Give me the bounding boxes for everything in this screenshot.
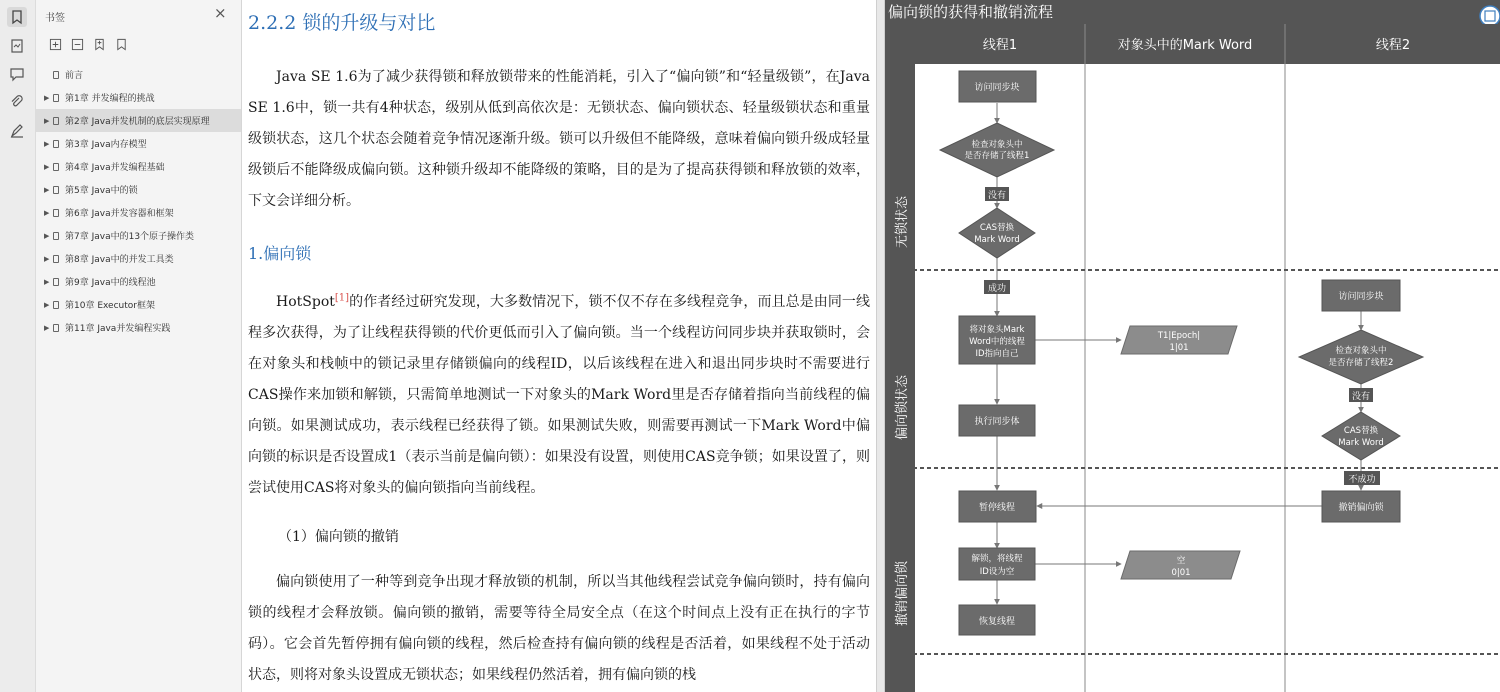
paragraph-body: 的作者经过研究发现，大多数情况下，锁不仅不存在多线程竞争，而且总是由同一线程多次获得，为了让线程获得锁的代价更低而引入了偏向锁。当一个线程访问同步块并获取锁时，会在对象头和栈帧中的锁记录里存储锁偏向的线程ID，以后该线程在进入和退出同步块时不需要进行CAS操作来加锁和解锁，只需简单地测试一下对象头的Mark Word里是否存储着指向当前线程的偏向锁。如果测试成功，表示线程已经获得了锁。如果测试失败，则需要再测试一下Mark Word中偏向锁的标识是否设置成1（表示当前是偏向锁）：如果没有设置，则使用CAS竞争锁；如果设置了，则尝试使用CAS将对象头的偏向锁指向当前线程。	[248, 294, 870, 496]
bookmark-item[interactable]	[36, 86, 241, 109]
expand-arrow-icon[interactable]: ▶	[44, 254, 50, 263]
box-text: 空	[1176, 556, 1186, 566]
box-text: 是否存储了线程1	[964, 151, 1030, 161]
expand-arrow-icon[interactable]: ▶	[44, 277, 50, 286]
page-icon	[53, 140, 59, 148]
bookmark-label: 第3章 Java内存模型	[65, 140, 147, 150]
comment-icon[interactable]	[7, 64, 27, 84]
page-icon	[53, 163, 59, 171]
bookmark-item[interactable]	[36, 316, 241, 339]
bookmark-panel	[36, 0, 242, 692]
signature-icon[interactable]	[7, 121, 27, 141]
bookmark-item[interactable]	[36, 155, 241, 178]
box-text: CAS替换	[979, 223, 1015, 233]
box-text: 1|01	[1169, 343, 1189, 353]
bookmark-label: 第8章 Java中的并发工具类	[65, 255, 174, 265]
page-icon	[53, 278, 59, 286]
page-icon	[53, 209, 59, 217]
bookmark-item-selected[interactable]	[36, 109, 241, 132]
box-text: 执行同步体	[974, 417, 1020, 427]
document-page	[242, 0, 876, 692]
bookmark-list	[36, 63, 241, 339]
label-text: 成功	[987, 284, 1007, 294]
label-text: 没有	[987, 191, 1007, 201]
expand-arrow-icon[interactable]: ▶	[44, 323, 50, 332]
page-icon	[53, 232, 59, 240]
flow-box-pause-thread	[959, 491, 1036, 522]
flow-label-t2-no	[1349, 388, 1373, 402]
column-header-thread2: 线程2	[1375, 38, 1411, 53]
lane-label-unlocked: 无锁状态	[895, 195, 910, 248]
box-text: 访问同步块	[974, 83, 1020, 93]
hotspot-text: HotSpot	[276, 294, 335, 310]
bookmark-item[interactable]	[36, 63, 241, 86]
box-text: 是否存储了线程2	[1328, 358, 1394, 368]
expand-arrow-icon[interactable]: ▶	[44, 208, 50, 217]
expand-all-icon[interactable]	[48, 37, 62, 51]
bookmark-actions	[48, 37, 128, 51]
subsubsection-heading: （1）偏向锁的撤销	[278, 529, 399, 545]
column-header-thread1: 线程1	[982, 38, 1018, 53]
section-heading: 2.2.2 锁的升级与对比	[248, 12, 436, 34]
bookmark-label: 前言	[65, 71, 84, 81]
close-icon[interactable]: ×	[214, 4, 227, 22]
page-icon	[53, 94, 59, 102]
add-bookmark-icon[interactable]	[92, 37, 106, 51]
left-toolbar	[0, 0, 36, 692]
page-icon	[53, 71, 59, 79]
paragraph-biased-lock	[248, 287, 870, 504]
flowchart-figure	[885, 0, 1500, 692]
flow-box-execute	[959, 405, 1035, 436]
box-text: 恢复线程	[978, 617, 1016, 627]
thumbnail-icon[interactable]	[7, 36, 27, 56]
lane-label-biased: 偏向锁状态	[895, 374, 910, 440]
expand-arrow-icon[interactable]: ▶	[44, 162, 50, 171]
bookmark-item[interactable]	[36, 201, 241, 224]
flow-markword-empty	[1121, 551, 1240, 579]
expand-arrow-icon[interactable]: ▶	[44, 231, 50, 240]
bookmark-options-icon[interactable]	[114, 37, 128, 51]
bookmark-item[interactable]	[36, 293, 241, 316]
attachment-icon[interactable]	[7, 92, 27, 112]
label-text: 没有	[1351, 392, 1371, 402]
page-icon	[53, 324, 59, 332]
box-text: 检查对象头中	[971, 140, 1023, 150]
bookmark-item[interactable]	[36, 270, 241, 293]
box-text: 访问同步块	[1338, 292, 1384, 302]
bookmark-label: 第4章 Java并发编程基础	[65, 163, 165, 173]
box-text: 撤销偏向锁	[1338, 503, 1384, 513]
bookmark-item[interactable]	[36, 132, 241, 155]
expand-arrow-icon[interactable]: ▶	[44, 300, 50, 309]
flow-box-t2-access-sync	[1322, 280, 1400, 311]
box-text: ID设为空	[979, 567, 1015, 577]
page-icon	[53, 255, 59, 263]
paragraph-revoke: 偏向锁使用了一种等到竞争出现才释放锁的机制，所以当其他线程尝试竞争偏向锁时，持有偏向锁的线程才会释放锁。偏向锁的撤销，需要等待全局安全点（在这个时间点上没有正在执行的字节码）。它会首先暂停拥有偏向锁的线程，然后检查持有偏向锁的线程是否活着，如果线程不处于活动状态，则将对象头设置成无锁状态；如果线程仍然活着，拥有偏向锁的栈	[248, 574, 870, 683]
footnote-link[interactable]: [1]	[334, 292, 350, 304]
lane-label-revoke: 撤销偏向锁	[895, 560, 910, 626]
expand-arrow-icon[interactable]: ▶	[44, 93, 50, 102]
box-text: ID指向自己	[975, 349, 1019, 359]
box-text: 检查对象头中	[1335, 346, 1387, 356]
expand-arrow-icon[interactable]: ▶	[44, 139, 50, 148]
page-icon	[53, 186, 59, 194]
box-text: CAS替换	[1343, 426, 1379, 436]
bookmark-label: 第1章 并发编程的挑战	[65, 94, 155, 104]
collapse-all-icon[interactable]	[70, 37, 84, 51]
flow-box-resume-thread	[959, 605, 1035, 635]
bookmark-label: 第9章 Java中的线程池	[65, 278, 156, 288]
box-text: Mark Word	[1338, 438, 1384, 448]
bookmark-label: 第6章 Java并发容器和框架	[65, 209, 174, 219]
paragraph-intro: Java SE 1.6为了减少获得锁和释放锁带来的性能消耗，引入了“偏向锁”和“轻量级锁”，在Java SE 1.6中，锁一共有4种状态，级别从低到高依次是：无锁状态、偏向锁状态、轻量级锁状态和重量级锁状态，这几个状态会随着竞争情况逐渐升级。锁可以升级但不能降级，意味着偏向锁升级成轻量级锁后不能降级成偏向锁。这种锁升级却不能降级的策略，目的是为了提高获得锁和释放锁的效率，下文会详细分析。	[248, 69, 870, 209]
bookmark-label: 第11章 Java并发编程实践	[65, 324, 171, 334]
flow-label-success	[984, 280, 1010, 294]
page-action-icon[interactable]	[1480, 6, 1500, 26]
flow-label-no	[985, 187, 1009, 201]
flow-box-access-sync	[959, 71, 1036, 102]
box-text: T1|Epoch|	[1157, 331, 1201, 341]
expand-arrow-icon[interactable]: ▶	[44, 185, 50, 194]
bookmark-label: 第7章 Java中的13个原子操作类	[65, 232, 195, 242]
bookmark-panel-title: 书签	[45, 13, 65, 24]
bookmark-item[interactable]	[36, 224, 241, 247]
flow-box-unlock	[959, 548, 1035, 580]
column-header-markword: 对象头中的Mark Word	[1117, 38, 1253, 53]
bookmark-icon[interactable]	[7, 7, 27, 27]
box-text: 将对象头Mark	[969, 325, 1025, 335]
label-text: 不成功	[1348, 475, 1376, 485]
bookmark-label: 第2章 Java并发机制的底层实现原理	[65, 117, 210, 127]
box-text: 0|01	[1171, 568, 1191, 578]
bookmark-item[interactable]	[36, 247, 241, 270]
subsection-heading: 1.偏向锁	[248, 244, 312, 263]
bookmark-label: 第10章 Executor框架	[65, 301, 155, 311]
box-text: 暂停线程	[978, 503, 1016, 513]
flow-title: 偏向锁的获得和撤销流程	[888, 3, 1054, 21]
page-icon	[53, 301, 59, 309]
expand-arrow-icon[interactable]: ▶	[44, 116, 50, 125]
box-text: 解锁，将线程	[971, 554, 1023, 564]
flow-box-set-thread-id	[959, 316, 1035, 364]
flow-label-fail	[1344, 471, 1380, 485]
box-text: Word中的线程	[969, 337, 1025, 347]
flow-box-revoke-biased	[1322, 491, 1400, 522]
bookmark-label: 第5章 Java中的锁	[65, 186, 138, 196]
page-icon	[53, 117, 59, 125]
flow-markword-biased	[1121, 326, 1237, 354]
page-gutter	[876, 0, 885, 692]
bookmark-item[interactable]	[36, 178, 241, 201]
box-text: Mark Word	[974, 235, 1020, 245]
